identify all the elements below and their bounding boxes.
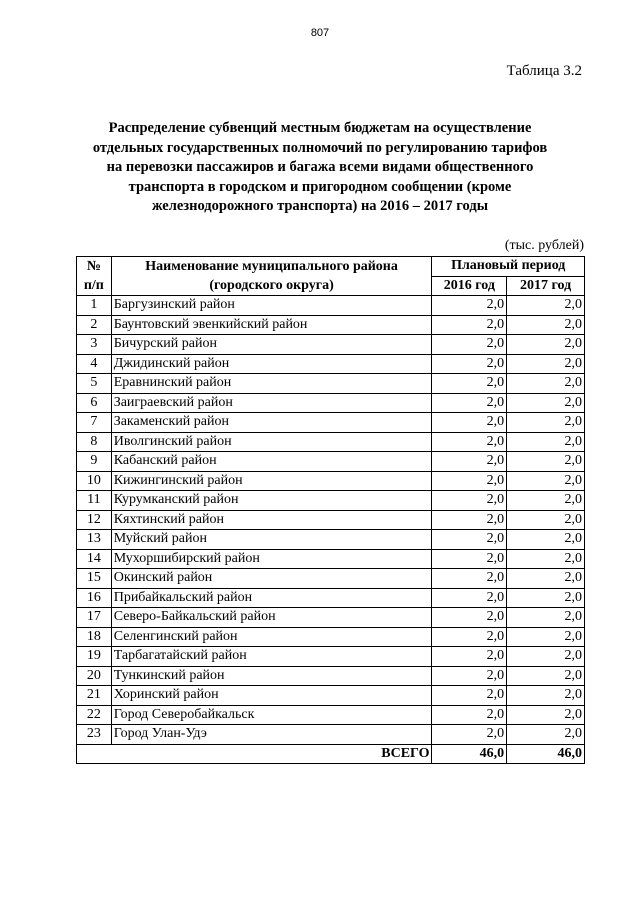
row-district-name: Заиграевский район [111,393,432,413]
header-number-top: № [77,257,112,277]
row-value-2017: 2,0 [507,471,585,491]
row-district-name: Северо-Байкальский район [111,608,432,628]
row-value-2016: 2,0 [432,452,507,472]
row-value-2016: 2,0 [432,354,507,374]
row-value-2017: 2,0 [507,296,585,316]
total-label: ВСЕГО [77,744,432,764]
row-value-2016: 2,0 [432,549,507,569]
header-number-bottom: п/п [77,276,112,296]
row-value-2017: 2,0 [507,705,585,725]
row-number: 23 [77,725,112,745]
row-district-name: Иволгинский район [111,432,432,452]
row-value-2016: 2,0 [432,569,507,589]
table-row [77,471,585,491]
total-2017: 46,0 [507,744,585,764]
row-number: 19 [77,647,112,667]
row-number: 9 [77,452,112,472]
row-value-2016: 2,0 [432,725,507,745]
row-number: 21 [77,686,112,706]
row-district-name: Мухоршибирский район [111,549,432,569]
table-row [77,354,585,374]
row-number: 18 [77,627,112,647]
page-number: 807 [310,27,330,39]
table-row [77,413,585,433]
units-label: (тыс. рублей) [504,238,584,253]
row-value-2017: 2,0 [507,725,585,745]
header-year-2016: 2016 год [432,276,507,296]
row-value-2017: 2,0 [507,569,585,589]
row-number: 20 [77,666,112,686]
row-district-name: Бичурский район [111,335,432,355]
title-line: на перевозки пассажиров и багажа всеми видами общественного [106,159,534,175]
row-value-2016: 2,0 [432,393,507,413]
row-value-2016: 2,0 [432,588,507,608]
row-district-name: Кабанский район [111,452,432,472]
row-number: 5 [77,374,112,394]
row-value-2017: 2,0 [507,510,585,530]
document-title [60,119,580,217]
title-line: Распределение субвенций местным бюджетам на осуществление [108,120,532,136]
row-value-2016: 2,0 [432,413,507,433]
header-name-top: Наименование муниципального района [111,257,432,277]
row-number: 8 [77,432,112,452]
title-line: транспорта в городском и пригородном сообщении (кроме [128,178,512,195]
subsidy-table [76,256,585,764]
row-value-2016: 2,0 [432,627,507,647]
table-row [77,335,585,355]
row-value-2016: 2,0 [432,647,507,667]
header-name-bottom: (городского округа) [111,276,432,296]
row-value-2016: 2,0 [432,432,507,452]
row-value-2017: 2,0 [507,491,585,511]
row-value-2016: 2,0 [432,315,507,335]
header-planned-period: Плановый период [432,257,585,277]
table-row [77,549,585,569]
row-value-2016: 2,0 [432,374,507,394]
row-value-2016: 2,0 [432,686,507,706]
row-value-2017: 2,0 [507,374,585,394]
row-number: 17 [77,608,112,628]
title-line: отдельных государственных полномочий по регулированию тарифов [92,139,548,156]
row-number: 22 [77,705,112,725]
row-value-2016: 2,0 [432,510,507,530]
row-value-2017: 2,0 [507,588,585,608]
row-number: 12 [77,510,112,530]
row-number: 1 [77,296,112,316]
row-value-2017: 2,0 [507,530,585,550]
row-value-2017: 2,0 [507,608,585,628]
row-value-2016: 2,0 [432,530,507,550]
row-value-2017: 2,0 [507,666,585,686]
row-number: 3 [77,335,112,355]
row-district-name: Тарбагатайский район [111,647,432,667]
row-value-2016: 2,0 [432,491,507,511]
row-district-name: Баргузинский район [111,296,432,316]
row-district-name: Муйский район [111,530,432,550]
row-value-2017: 2,0 [507,335,585,355]
row-value-2017: 2,0 [507,452,585,472]
row-district-name: Кижингинский район [111,471,432,491]
table-row [77,725,585,745]
row-value-2017: 2,0 [507,354,585,374]
row-value-2016: 2,0 [432,608,507,628]
row-number: 15 [77,569,112,589]
row-district-name: Селенгинский район [111,627,432,647]
row-value-2017: 2,0 [507,393,585,413]
table-row [77,510,585,530]
row-value-2016: 2,0 [432,705,507,725]
row-number: 6 [77,393,112,413]
row-number: 10 [77,471,112,491]
table-body [77,296,585,745]
row-district-name: Город Северобайкальск [111,705,432,725]
table-row [77,491,585,511]
title-line: железнодорожного транспорта) на 2016 – 2017 годы [151,198,489,214]
row-number: 4 [77,354,112,374]
row-number: 16 [77,588,112,608]
row-value-2016: 2,0 [432,666,507,686]
table-row [77,393,585,413]
row-number: 13 [77,530,112,550]
table-row [77,432,585,452]
row-value-2016: 2,0 [432,296,507,316]
total-2016: 46,0 [432,744,507,764]
table-row [77,608,585,628]
row-number: 14 [77,549,112,569]
table-row [77,627,585,647]
row-district-name: Тункинский район [111,666,432,686]
row-value-2017: 2,0 [507,627,585,647]
row-value-2016: 2,0 [432,335,507,355]
row-value-2017: 2,0 [507,413,585,433]
row-district-name: Прибайкальский район [111,588,432,608]
table-row [77,666,585,686]
table-row [77,296,585,316]
row-number: 2 [77,315,112,335]
table-row [77,315,585,335]
table-row [77,647,585,667]
row-number: 7 [77,413,112,433]
table-row [77,588,585,608]
row-value-2017: 2,0 [507,432,585,452]
row-district-name: Кяхтинский район [111,510,432,530]
row-district-name: Окинский район [111,569,432,589]
table-label: Таблица 3.2 [506,63,582,79]
row-value-2016: 2,0 [432,471,507,491]
row-value-2017: 2,0 [507,315,585,335]
row-value-2017: 2,0 [507,647,585,667]
row-district-name: Баунтовский эвенкийский район [111,315,432,335]
header-year-2017: 2017 год [507,276,585,296]
row-district-name: Город Улан-Удэ [111,725,432,745]
table-row [77,705,585,725]
row-district-name: Хоринский район [111,686,432,706]
row-district-name: Закаменский район [111,413,432,433]
row-value-2017: 2,0 [507,686,585,706]
row-district-name: Джидинский район [111,354,432,374]
total-row [77,744,585,764]
table-row [77,452,585,472]
table-row [77,374,585,394]
row-number: 11 [77,491,112,511]
table-row [77,530,585,550]
row-district-name: Еравнинский район [111,374,432,394]
row-value-2017: 2,0 [507,549,585,569]
table-header [77,257,585,296]
table-row [77,569,585,589]
table-row [77,686,585,706]
row-district-name: Курумканский район [111,491,432,511]
